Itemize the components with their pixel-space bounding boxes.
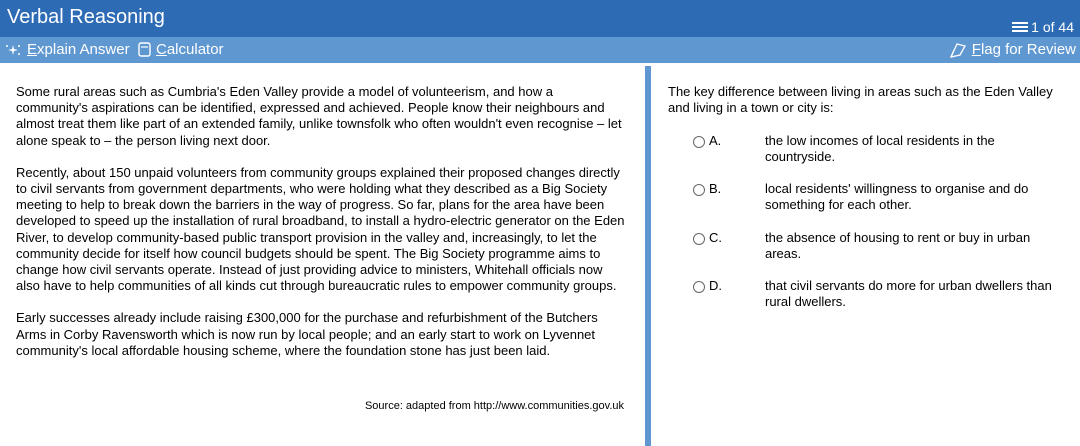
explain-icon (4, 43, 22, 57)
question-list-icon (1011, 21, 1029, 33)
option-text: the absence of housing to rent or buy in urban areas. (765, 230, 1031, 262)
radio-button[interactable] (693, 184, 705, 196)
pane-divider[interactable] (645, 66, 651, 446)
flag-icon (949, 42, 967, 58)
radio-button[interactable] (693, 233, 705, 245)
question-stem: The key difference between living in areas such as the Eden Valley and living in a town or city is: (668, 84, 1053, 116)
passage-source: Source: adapted from http://www.communities.gov.uk (364, 400, 624, 412)
option-text: local residents' willingness to organise and do something for each other. (765, 181, 1029, 213)
toolbar (0, 37, 1080, 63)
calculator-button[interactable] (138, 41, 224, 58)
option-letter: A. (709, 133, 722, 148)
passage (16, 84, 628, 375)
title-bar (0, 0, 1080, 37)
flag-label: lag for Review (980, 41, 1076, 58)
explain-answer-accesskey: E (27, 41, 38, 58)
flag-accesskey: F (971, 41, 981, 58)
option-text: that civil servants do more for urban dwellers than rural dwellers. (765, 278, 1052, 310)
calculator-label: alculator (166, 41, 224, 58)
passage-paragraph: Some rural areas such as Cumbria's Eden Valley provide a model of volunteerism, and how a community's aspirations can be identified, expressed and achieved. People know their neighbours and almost treat them like part of an extended family, unlike townsfolk who often wouldn't even recognise – let alone speak to – the person living next door. (16, 84, 622, 148)
calculator-icon (138, 42, 151, 57)
option-letter: C. (709, 230, 722, 245)
passage-paragraph: Recently, about 150 unpaid volunteers from community groups explained their proposed changes directly to civil servants from government departments, who were holding what they described as a Big Society meeting to help to break down the barriers in the way of progress. So far, plans for the area have been developed to speed up the installation of rural broadband, to install a hydro-electric generator on the Eden River, to develop community-based public transport provision in the valley and, increasingly, to let the community decide for itself how council budgets should be spent. The Big Society programme aims to change how civil servants operate. Instead of just providing advice to ministers, Whitehall officials now also have to help communities of all kinds cut through bureaucratic rules to empower community groups. (16, 164, 625, 294)
flag-for-review-button[interactable] (949, 41, 1076, 58)
app-title: Verbal Reasoning (7, 6, 165, 28)
explain-answer-button[interactable] (4, 41, 130, 58)
option-text: the low incomes of local residents in the countryside. (765, 133, 995, 165)
question-counter-text: 1 of 44 (1031, 19, 1074, 35)
radio-button[interactable] (693, 136, 705, 148)
radio-button[interactable] (693, 281, 705, 293)
passage-paragraph: Early successes already include raising £300,000 for the purchase and refurbishment of the Butchers Arms in Corby Ravensworth which is now run by local people; and an early start to work on Lyvennet community's local affordable housing scheme, where the foundation stone has just been laid. (16, 310, 598, 358)
option-letter: B. (709, 181, 722, 196)
explain-answer-label: xplain Answer (37, 41, 130, 58)
calculator-accesskey: C (156, 41, 167, 58)
option-letter: D. (709, 278, 722, 293)
question-counter (1011, 19, 1074, 35)
